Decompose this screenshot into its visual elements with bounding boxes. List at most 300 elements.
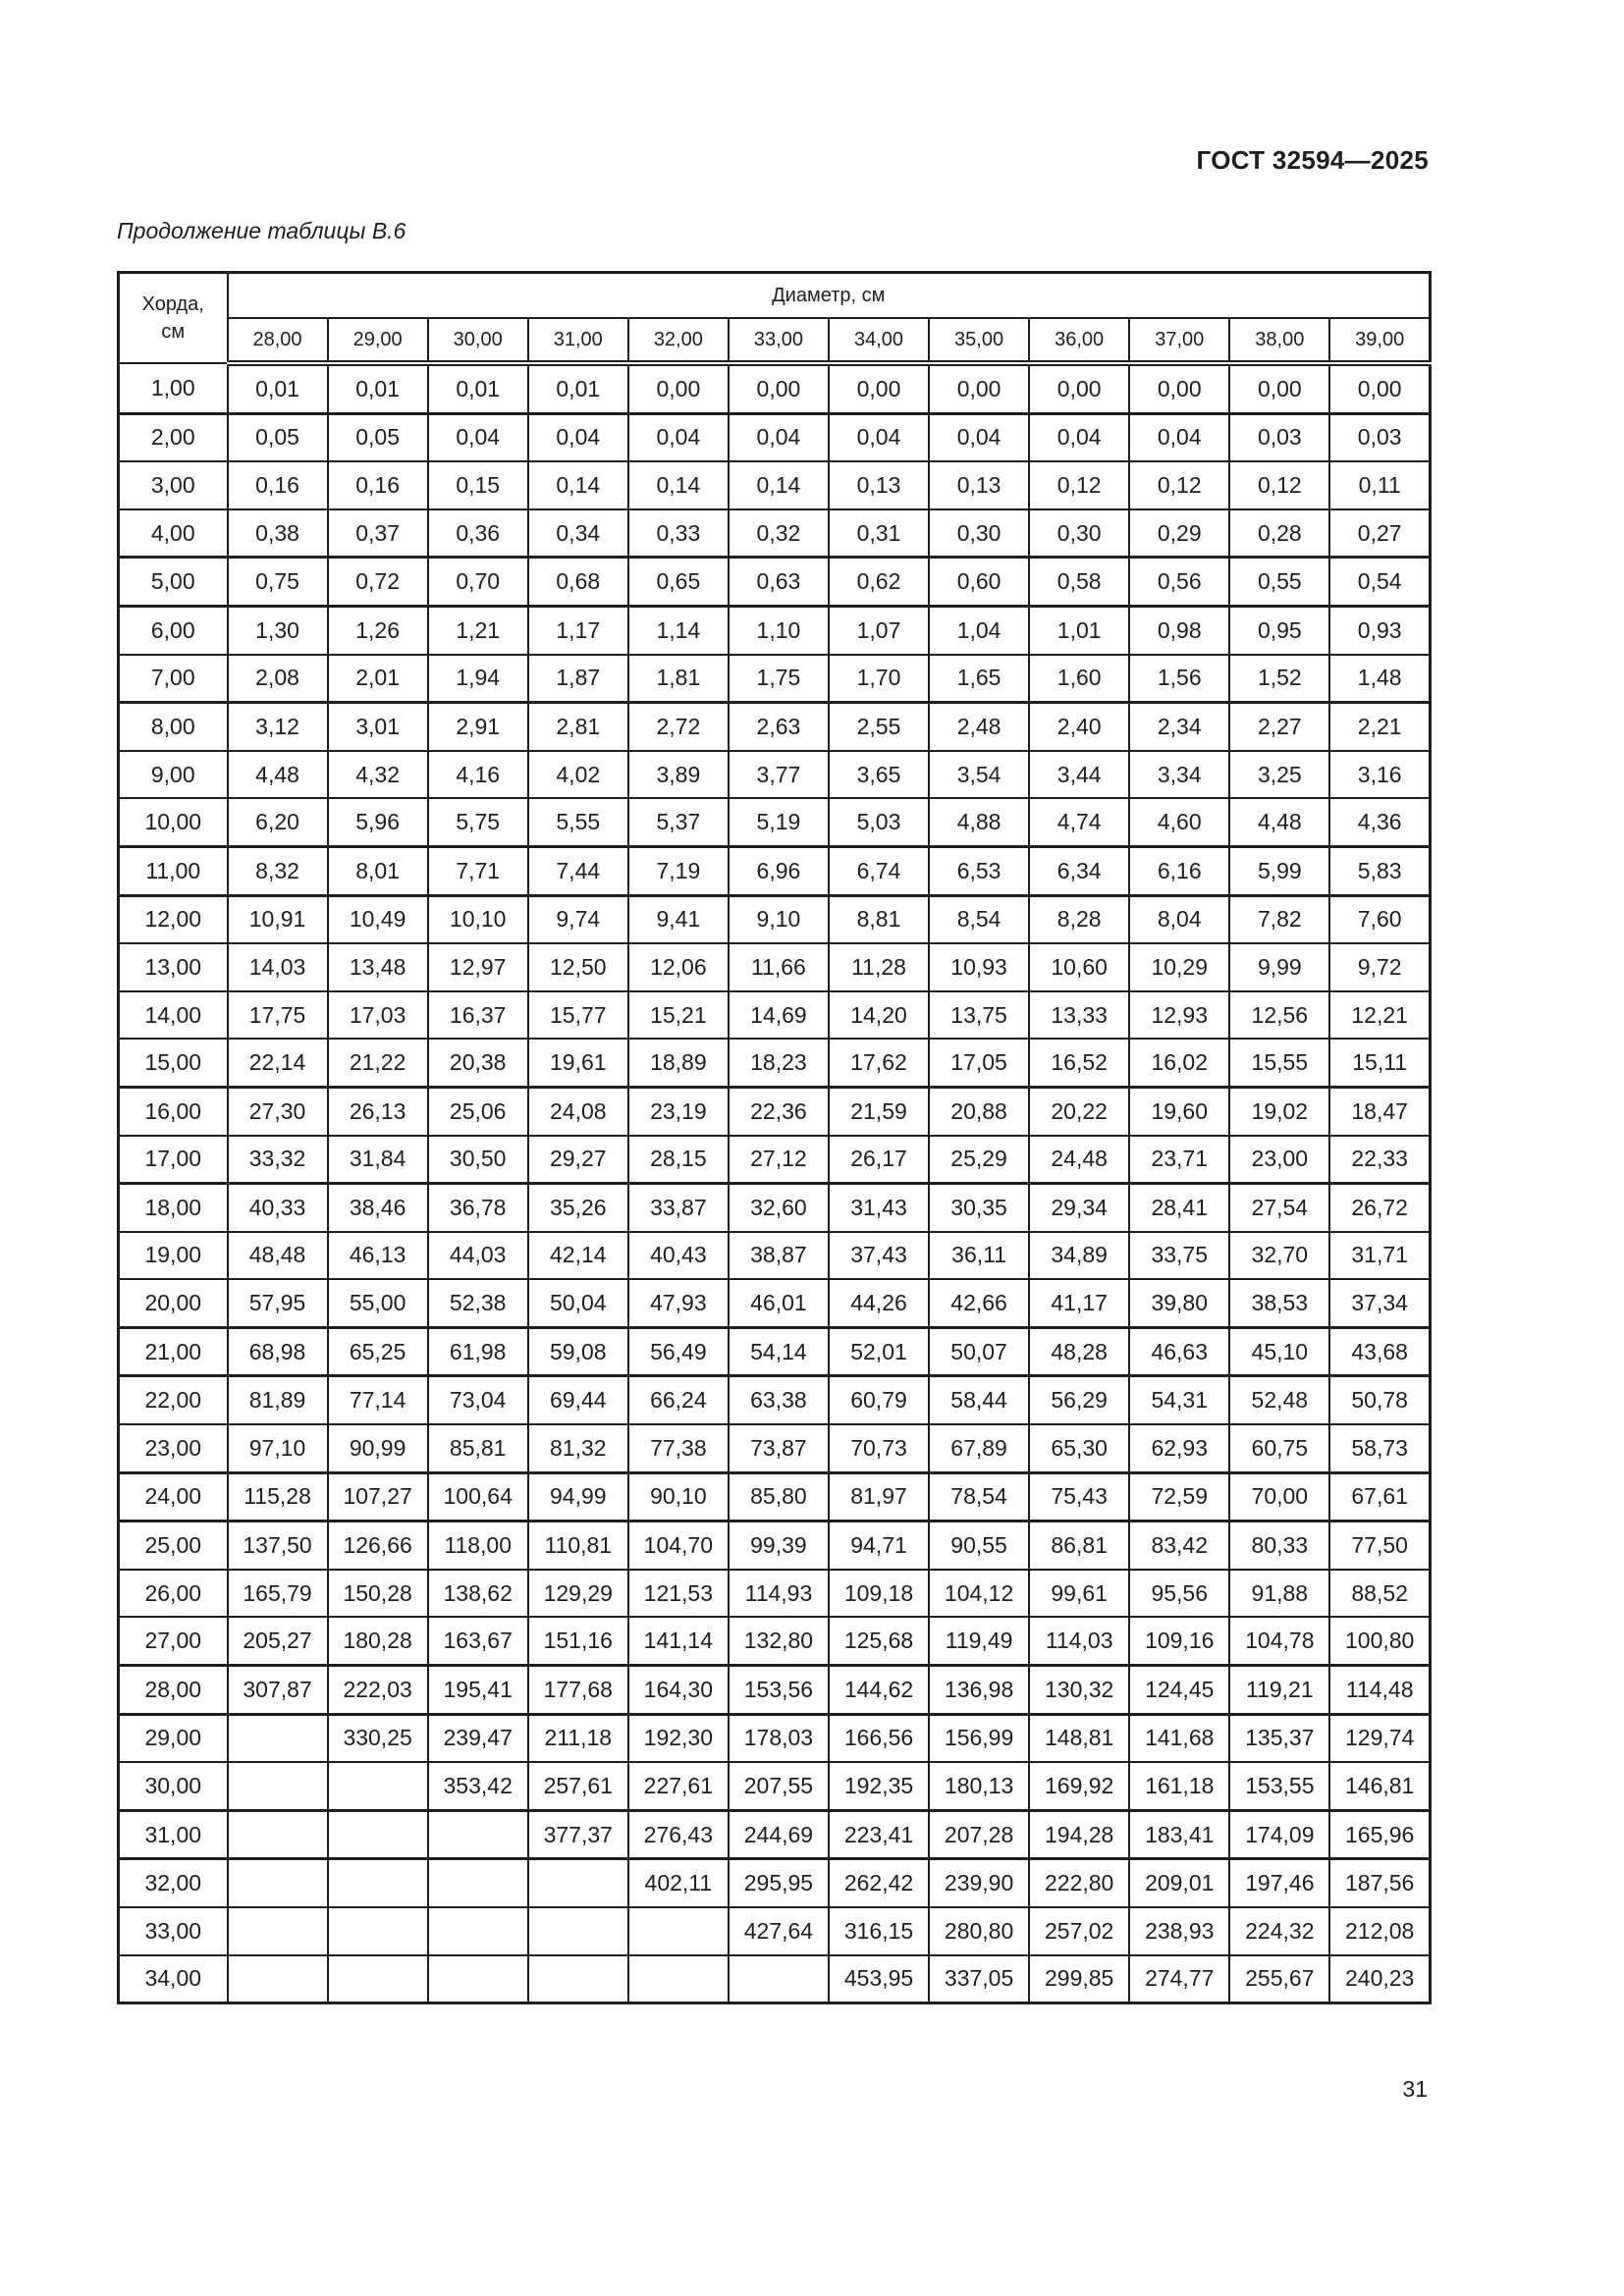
value-cell: 13,48	[328, 943, 428, 991]
value-cell: 8,04	[1129, 895, 1229, 943]
table-row	[119, 461, 1431, 509]
value-cell	[228, 1907, 328, 1955]
value-cell: 90,55	[929, 1522, 1029, 1570]
value-cell: 38,53	[1229, 1279, 1329, 1327]
value-cell: 0,01	[528, 363, 628, 413]
value-cell: 238,93	[1129, 1907, 1229, 1955]
value-cell: 21,22	[328, 1039, 428, 1087]
value-cell: 4,48	[1229, 798, 1329, 846]
chord-cell: 32,00	[119, 1859, 228, 1907]
value-cell: 99,61	[1029, 1570, 1129, 1618]
value-cell: 330,25	[328, 1714, 428, 1762]
value-cell: 14,20	[829, 991, 929, 1040]
chord-diameter-table	[117, 271, 1432, 2004]
value-cell: 52,38	[428, 1279, 528, 1327]
value-cell: 40,43	[628, 1232, 729, 1280]
value-cell: 85,81	[428, 1424, 528, 1472]
value-cell: 9,99	[1229, 943, 1329, 991]
value-cell: 5,96	[328, 798, 428, 846]
value-cell: 2,40	[1029, 703, 1129, 751]
chord-cell: 10,00	[119, 798, 228, 846]
value-cell: 156,99	[929, 1714, 1029, 1762]
chord-cell: 15,00	[119, 1039, 228, 1087]
value-cell: 280,80	[929, 1907, 1029, 1955]
value-cell: 78,54	[929, 1472, 1029, 1522]
value-cell: 23,71	[1129, 1136, 1229, 1184]
value-cell: 9,72	[1329, 943, 1430, 991]
value-cell	[428, 1907, 528, 1955]
chord-cell: 14,00	[119, 991, 228, 1040]
value-cell: 17,03	[328, 991, 428, 1040]
value-cell: 46,01	[729, 1279, 829, 1327]
value-cell: 257,02	[1029, 1907, 1129, 1955]
value-cell: 0,00	[1229, 363, 1329, 413]
value-cell: 15,21	[628, 991, 729, 1040]
chord-cell: 7,00	[119, 655, 228, 703]
chord-cell: 2,00	[119, 413, 228, 461]
value-cell: 32,70	[1229, 1232, 1329, 1280]
value-cell: 163,67	[428, 1617, 528, 1665]
chord-cell: 19,00	[119, 1232, 228, 1280]
value-cell: 169,92	[1029, 1762, 1129, 1810]
value-cell: 27,54	[1229, 1184, 1329, 1232]
value-cell: 18,47	[1329, 1087, 1430, 1135]
value-cell: 38,46	[328, 1184, 428, 1232]
value-cell	[328, 1859, 428, 1907]
value-cell: 15,11	[1329, 1039, 1430, 1087]
value-cell: 22,33	[1329, 1136, 1430, 1184]
value-cell: 0,16	[328, 461, 428, 509]
value-cell: 1,60	[1029, 655, 1129, 703]
value-cell: 10,49	[328, 895, 428, 943]
value-cell: 70,00	[1229, 1472, 1329, 1522]
value-cell: 1,21	[428, 606, 528, 654]
value-cell: 11,28	[829, 943, 929, 991]
value-cell: 5,99	[1229, 846, 1329, 895]
value-cell: 94,71	[829, 1522, 929, 1570]
value-cell	[228, 1714, 328, 1762]
value-cell: 56,49	[628, 1327, 729, 1376]
value-cell: 4,02	[528, 751, 628, 799]
value-cell: 240,23	[1329, 1955, 1430, 2003]
value-cell: 100,64	[428, 1472, 528, 1522]
value-cell: 77,50	[1329, 1522, 1430, 1570]
value-cell: 36,11	[929, 1232, 1029, 1280]
value-cell: 136,98	[929, 1666, 1029, 1715]
value-cell: 4,36	[1329, 798, 1430, 846]
table-body	[119, 363, 1431, 2003]
value-cell: 3,01	[328, 703, 428, 751]
value-cell: 124,45	[1129, 1666, 1229, 1715]
value-cell: 109,18	[829, 1570, 929, 1618]
value-cell: 222,80	[1029, 1859, 1129, 1907]
value-cell: 207,28	[929, 1810, 1029, 1859]
value-cell: 0,29	[1129, 509, 1229, 558]
value-cell: 148,81	[1029, 1714, 1129, 1762]
value-cell: 5,19	[729, 798, 829, 846]
value-cell: 8,54	[929, 895, 1029, 943]
value-cell: 194,28	[1029, 1810, 1129, 1859]
chord-cell: 20,00	[119, 1279, 228, 1327]
value-cell: 107,27	[328, 1472, 428, 1522]
diameter-group-header: Диаметр, см	[228, 273, 1431, 319]
table-row	[119, 1762, 1431, 1810]
value-cell: 9,41	[628, 895, 729, 943]
value-cell: 20,22	[1029, 1087, 1129, 1135]
value-cell: 8,32	[228, 846, 328, 895]
table-row	[119, 1472, 1431, 1522]
value-cell: 4,48	[228, 751, 328, 799]
value-cell: 0,13	[829, 461, 929, 509]
value-cell: 40,33	[228, 1184, 328, 1232]
value-cell: 46,13	[328, 1232, 428, 1280]
value-cell: 0,14	[528, 461, 628, 509]
value-cell: 25,29	[929, 1136, 1029, 1184]
value-cell: 6,96	[729, 846, 829, 895]
value-cell: 97,10	[228, 1424, 328, 1472]
chord-cell: 23,00	[119, 1424, 228, 1472]
value-cell: 0,04	[528, 413, 628, 461]
value-cell: 316,15	[829, 1907, 929, 1955]
value-cell: 207,55	[729, 1762, 829, 1810]
value-cell: 16,02	[1129, 1039, 1229, 1087]
value-cell: 28,15	[628, 1136, 729, 1184]
value-cell: 13,33	[1029, 991, 1129, 1040]
value-cell: 0,34	[528, 509, 628, 558]
value-cell: 54,31	[1129, 1376, 1229, 1424]
value-cell: 18,23	[729, 1039, 829, 1087]
table-row	[119, 1810, 1431, 1859]
value-cell: 48,48	[228, 1232, 328, 1280]
value-cell: 0,93	[1329, 606, 1430, 654]
value-cell: 377,37	[528, 1810, 628, 1859]
value-cell: 83,42	[1129, 1522, 1229, 1570]
value-cell: 29,34	[1029, 1184, 1129, 1232]
value-cell: 0,56	[1129, 558, 1229, 607]
value-cell: 0,01	[428, 363, 528, 413]
value-cell: 12,93	[1129, 991, 1229, 1040]
value-cell: 39,80	[1129, 1279, 1229, 1327]
value-cell: 20,88	[929, 1087, 1029, 1135]
value-cell: 44,03	[428, 1232, 528, 1280]
value-cell: 10,91	[228, 895, 328, 943]
value-cell: 4,16	[428, 751, 528, 799]
value-cell: 427,64	[729, 1907, 829, 1955]
diameter-header-row	[119, 318, 1431, 363]
chord-cell: 1,00	[119, 363, 228, 413]
value-cell: 65,30	[1029, 1424, 1129, 1472]
value-cell: 0,13	[929, 461, 1029, 509]
value-cell: 7,82	[1229, 895, 1329, 943]
value-cell: 5,83	[1329, 846, 1430, 895]
value-cell: 121,53	[628, 1570, 729, 1618]
value-cell: 0,00	[1129, 363, 1229, 413]
value-cell: 2,63	[729, 703, 829, 751]
value-cell: 6,53	[929, 846, 1029, 895]
value-cell: 30,35	[929, 1184, 1029, 1232]
value-cell: 2,34	[1129, 703, 1229, 751]
chord-cell: 11,00	[119, 846, 228, 895]
value-cell: 73,87	[729, 1424, 829, 1472]
chord-cell: 17,00	[119, 1136, 228, 1184]
value-cell: 17,62	[829, 1039, 929, 1087]
value-cell: 180,13	[929, 1762, 1029, 1810]
value-cell: 0,14	[729, 461, 829, 509]
value-cell: 15,55	[1229, 1039, 1329, 1087]
value-cell: 2,21	[1329, 703, 1430, 751]
value-cell: 94,99	[528, 1472, 628, 1522]
value-cell: 353,42	[428, 1762, 528, 1810]
value-cell: 50,78	[1329, 1376, 1430, 1424]
value-cell: 21,59	[829, 1087, 929, 1135]
value-cell: 13,75	[929, 991, 1029, 1040]
value-cell: 1,81	[628, 655, 729, 703]
value-cell: 10,29	[1129, 943, 1229, 991]
value-cell: 0,01	[328, 363, 428, 413]
value-cell: 0,15	[428, 461, 528, 509]
value-cell: 274,77	[1129, 1955, 1229, 2003]
value-cell: 57,95	[228, 1279, 328, 1327]
value-cell: 276,43	[628, 1810, 729, 1859]
value-cell	[428, 1810, 528, 1859]
value-cell	[428, 1955, 528, 2003]
chord-cell: 18,00	[119, 1184, 228, 1232]
diameter-header-cell: 36,00	[1029, 318, 1129, 363]
value-cell: 130,32	[1029, 1666, 1129, 1715]
value-cell: 2,81	[528, 703, 628, 751]
value-cell: 1,52	[1229, 655, 1329, 703]
value-cell: 0,37	[328, 509, 428, 558]
table-row	[119, 1955, 1431, 2003]
value-cell: 0,05	[228, 413, 328, 461]
value-cell: 55,00	[328, 1279, 428, 1327]
value-cell: 90,10	[628, 1472, 729, 1522]
value-cell: 32,60	[729, 1184, 829, 1232]
value-cell: 0,11	[1329, 461, 1430, 509]
value-cell: 2,91	[428, 703, 528, 751]
value-cell: 1,70	[829, 655, 929, 703]
value-cell: 3,89	[628, 751, 729, 799]
value-cell: 183,41	[1129, 1810, 1229, 1859]
value-cell: 3,16	[1329, 751, 1430, 799]
value-cell: 8,81	[829, 895, 929, 943]
value-cell: 0,62	[829, 558, 929, 607]
value-cell: 3,12	[228, 703, 328, 751]
chord-cell: 28,00	[119, 1666, 228, 1715]
value-cell	[328, 1907, 428, 1955]
value-cell: 180,28	[328, 1617, 428, 1665]
table-row	[119, 1184, 1431, 1232]
value-cell: 0,72	[328, 558, 428, 607]
value-cell: 3,25	[1229, 751, 1329, 799]
value-cell: 6,16	[1129, 846, 1229, 895]
value-cell: 42,14	[528, 1232, 628, 1280]
value-cell: 73,04	[428, 1376, 528, 1424]
diameter-header-cell: 30,00	[428, 318, 528, 363]
value-cell: 144,62	[829, 1666, 929, 1715]
value-cell: 70,73	[829, 1424, 929, 1472]
table-row	[119, 606, 1431, 654]
chord-header-line1: Хорда,	[141, 294, 204, 315]
value-cell: 195,41	[428, 1666, 528, 1715]
value-cell: 1,87	[528, 655, 628, 703]
value-cell: 166,56	[829, 1714, 929, 1762]
value-cell: 75,43	[1029, 1472, 1129, 1522]
value-cell	[528, 1907, 628, 1955]
value-cell: 0,00	[829, 363, 929, 413]
value-cell: 33,32	[228, 1136, 328, 1184]
chord-cell: 24,00	[119, 1472, 228, 1522]
value-cell: 58,73	[1329, 1424, 1430, 1472]
value-cell: 3,54	[929, 751, 1029, 799]
value-cell: 0,27	[1329, 509, 1430, 558]
value-cell: 52,01	[829, 1327, 929, 1376]
value-cell: 45,10	[1229, 1327, 1329, 1376]
diameter-header-cell: 33,00	[729, 318, 829, 363]
value-cell: 174,09	[1229, 1810, 1329, 1859]
value-cell: 12,21	[1329, 991, 1430, 1040]
value-cell: 19,61	[528, 1039, 628, 1087]
value-cell: 4,74	[1029, 798, 1129, 846]
value-cell: 26,72	[1329, 1184, 1430, 1232]
value-cell: 114,48	[1329, 1666, 1430, 1715]
value-cell: 30,50	[428, 1136, 528, 1184]
value-cell	[628, 1955, 729, 2003]
value-cell: 36,78	[428, 1184, 528, 1232]
value-cell: 0,65	[628, 558, 729, 607]
value-cell: 3,34	[1129, 751, 1229, 799]
value-cell: 307,87	[228, 1666, 328, 1715]
value-cell: 27,12	[729, 1136, 829, 1184]
table-caption: Продолжение таблицы В.6	[117, 218, 406, 243]
value-cell: 31,43	[829, 1184, 929, 1232]
chord-cell: 31,00	[119, 1810, 228, 1859]
value-cell: 0,63	[729, 558, 829, 607]
value-cell: 209,01	[1129, 1859, 1229, 1907]
chord-cell: 30,00	[119, 1762, 228, 1810]
value-cell: 7,71	[428, 846, 528, 895]
value-cell: 244,69	[729, 1810, 829, 1859]
table-row	[119, 1087, 1431, 1135]
table-row	[119, 1522, 1431, 1570]
value-cell: 165,96	[1329, 1810, 1430, 1859]
value-cell: 28,41	[1129, 1184, 1229, 1232]
value-cell: 0,00	[929, 363, 1029, 413]
value-cell: 23,00	[1229, 1136, 1329, 1184]
value-cell: 77,14	[328, 1376, 428, 1424]
table-row	[119, 655, 1431, 703]
value-cell: 14,03	[228, 943, 328, 991]
table-row	[119, 1424, 1431, 1472]
value-cell: 81,97	[829, 1472, 929, 1522]
value-cell: 257,61	[528, 1762, 628, 1810]
value-cell: 22,14	[228, 1039, 328, 1087]
value-cell: 337,05	[929, 1955, 1029, 2003]
value-cell: 81,32	[528, 1424, 628, 1472]
chord-column-header	[119, 273, 228, 364]
value-cell: 72,59	[1129, 1472, 1229, 1522]
value-cell: 110,81	[528, 1522, 628, 1570]
value-cell: 26,13	[328, 1087, 428, 1135]
value-cell: 0,31	[829, 509, 929, 558]
value-cell: 137,50	[228, 1522, 328, 1570]
value-cell: 29,27	[528, 1136, 628, 1184]
value-cell: 18,89	[628, 1039, 729, 1087]
value-cell: 46,63	[1129, 1327, 1229, 1376]
value-cell: 85,80	[729, 1472, 829, 1522]
value-cell: 5,37	[628, 798, 729, 846]
table-row	[119, 1714, 1431, 1762]
value-cell: 9,10	[729, 895, 829, 943]
value-cell: 42,66	[929, 1279, 1029, 1327]
value-cell: 2,08	[228, 655, 328, 703]
chord-header-line2: см	[161, 321, 186, 343]
value-cell: 9,74	[528, 895, 628, 943]
value-cell: 77,38	[628, 1424, 729, 1472]
document-id: ГОСТ 32594—2025	[1196, 145, 1429, 175]
value-cell: 1,94	[428, 655, 528, 703]
value-cell: 161,18	[1129, 1762, 1229, 1810]
chord-cell: 21,00	[119, 1327, 228, 1376]
value-cell: 0,60	[929, 558, 1029, 607]
chord-cell: 6,00	[119, 606, 228, 654]
value-cell: 104,12	[929, 1570, 1029, 1618]
value-cell: 205,27	[228, 1617, 328, 1665]
value-cell: 0,28	[1229, 509, 1329, 558]
value-cell: 192,30	[628, 1714, 729, 1762]
page-number: 31	[1402, 2076, 1428, 2102]
value-cell: 223,41	[829, 1810, 929, 1859]
table-row	[119, 413, 1431, 461]
value-cell: 16,52	[1029, 1039, 1129, 1087]
chord-cell: 25,00	[119, 1522, 228, 1570]
value-cell: 125,68	[829, 1617, 929, 1665]
value-cell: 0,95	[1229, 606, 1329, 654]
value-cell: 67,89	[929, 1424, 1029, 1472]
value-cell: 0,04	[729, 413, 829, 461]
value-cell: 65,25	[328, 1327, 428, 1376]
value-cell: 0,68	[528, 558, 628, 607]
value-cell: 0,03	[1229, 413, 1329, 461]
diameter-header-cell: 32,00	[628, 318, 729, 363]
value-cell: 114,03	[1029, 1617, 1129, 1665]
value-cell: 2,55	[829, 703, 929, 751]
value-cell	[228, 1810, 328, 1859]
table-row	[119, 1907, 1431, 1955]
chord-cell: 13,00	[119, 943, 228, 991]
table-row	[119, 1376, 1431, 1424]
value-cell	[428, 1859, 528, 1907]
value-cell: 3,77	[729, 751, 829, 799]
value-cell: 35,26	[528, 1184, 628, 1232]
table-row	[119, 798, 1431, 846]
value-cell: 20,38	[428, 1039, 528, 1087]
value-cell: 1,30	[228, 606, 328, 654]
chord-cell: 8,00	[119, 703, 228, 751]
value-cell: 12,06	[628, 943, 729, 991]
table-row	[119, 1232, 1431, 1280]
value-cell: 115,28	[228, 1472, 328, 1522]
value-cell: 10,60	[1029, 943, 1129, 991]
value-cell: 86,81	[1029, 1522, 1129, 1570]
value-cell: 0,03	[1329, 413, 1430, 461]
diameter-header-cell: 35,00	[929, 318, 1029, 363]
value-cell: 1,65	[929, 655, 1029, 703]
chord-cell: 22,00	[119, 1376, 228, 1424]
value-cell: 62,93	[1129, 1424, 1229, 1472]
chord-cell: 9,00	[119, 751, 228, 799]
value-cell: 153,55	[1229, 1762, 1329, 1810]
